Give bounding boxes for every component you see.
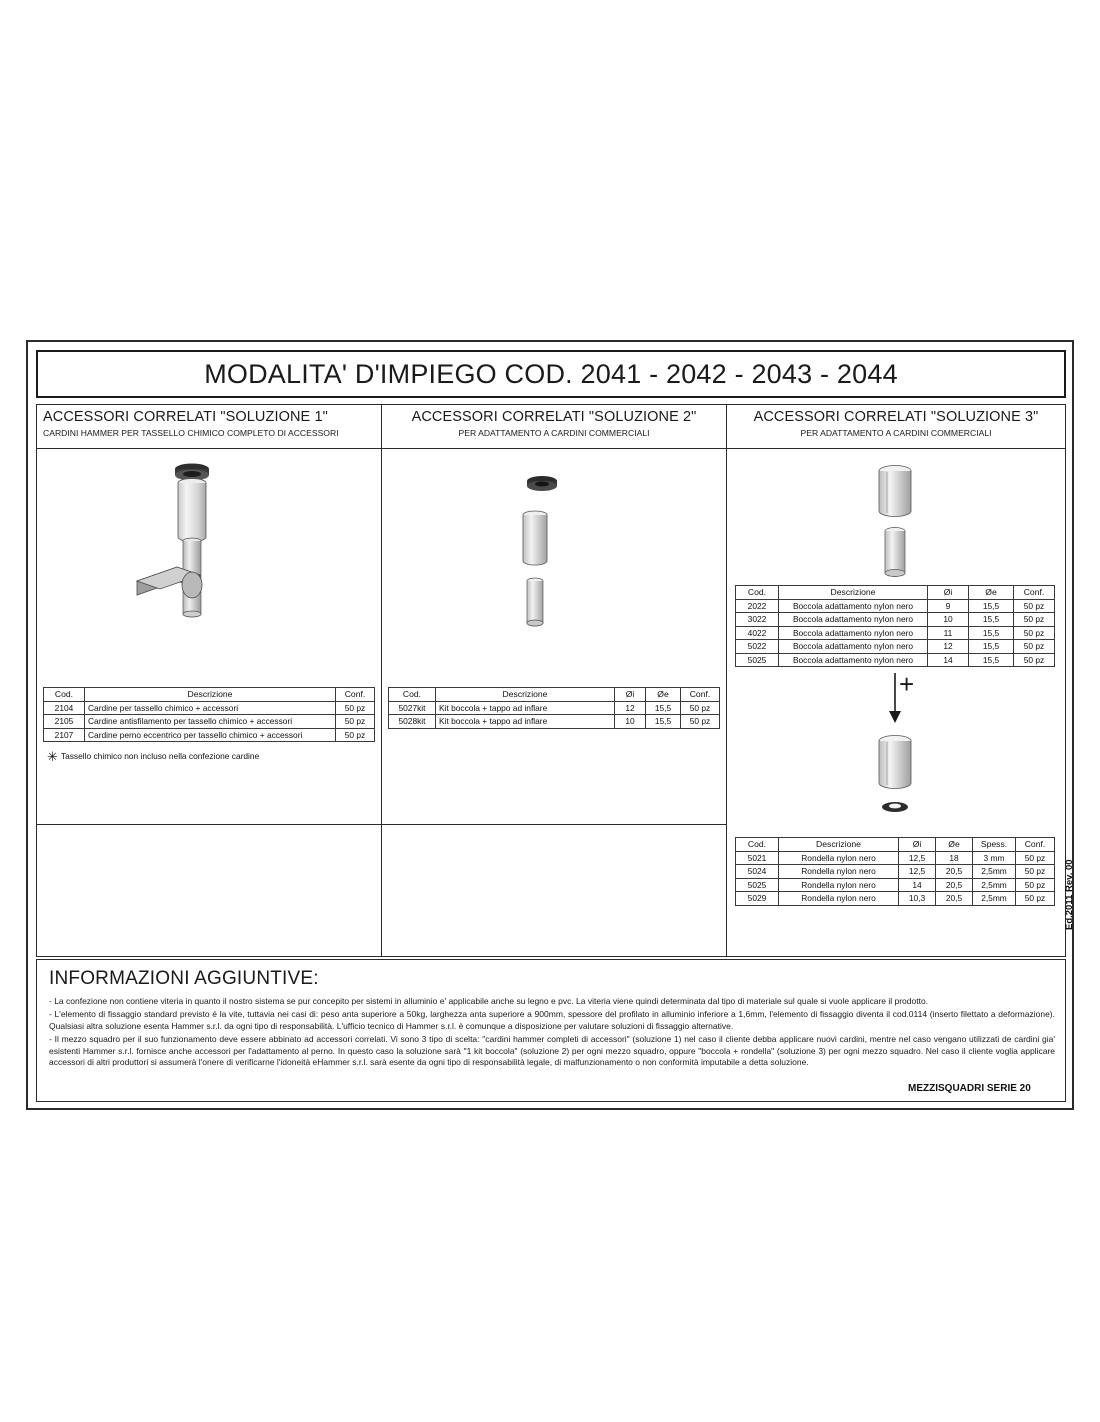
table-row: [736, 851, 1055, 865]
cell-cod: 4022: [736, 626, 779, 640]
cell-cod: 5025: [736, 653, 779, 667]
cell-conf: 50 pz: [1016, 865, 1055, 879]
solution-1-footnote: [47, 749, 259, 765]
table-row: [736, 865, 1055, 879]
cell-cod: 2104: [44, 701, 85, 715]
cell-cod: 5024: [736, 865, 779, 879]
solution-1-empty-box: [37, 825, 381, 958]
th-spessore: Spess.: [973, 838, 1016, 852]
th-descrizione: Descrizione: [779, 838, 899, 852]
table-row: [736, 892, 1055, 906]
table-row: [736, 653, 1055, 667]
th-diam-est: Øe: [936, 838, 973, 852]
th-diam-int: Øi: [615, 688, 646, 702]
cell-diam-int: 12,5: [899, 851, 936, 865]
cell-spessore: 3 mm: [973, 851, 1016, 865]
cell-diam-est: 20,5: [936, 865, 973, 879]
table-row: [736, 878, 1055, 892]
cell-cod: 5021: [736, 851, 779, 865]
table-row: [44, 715, 375, 729]
th-descrizione: Descrizione: [779, 586, 928, 600]
th-descrizione: Descrizione: [436, 688, 615, 702]
cell-spessore: 2,5mm: [973, 892, 1016, 906]
cell-diam-int: 14: [899, 878, 936, 892]
table-header-row: [736, 838, 1055, 852]
solution-1-footnote-text: Tassello chimico non incluso nella confezione cardine: [60, 751, 260, 761]
solution-3-column: [727, 405, 1065, 956]
cell-spessore: 2,5mm: [973, 878, 1016, 892]
cell-descrizione: Cardine antisfilamento per tassello chimico + accessori: [85, 715, 336, 729]
solution-2-empty-box: [382, 825, 726, 958]
info-title: INFORMAZIONI AGGIUNTIVE:: [49, 968, 319, 989]
table-row: [736, 613, 1055, 627]
cell-descrizione: Kit boccola + tappo ad inflare: [436, 715, 615, 729]
cell-diam-int: 10: [615, 715, 646, 729]
cell-diam-est: 20,5: [936, 878, 973, 892]
cell-descrizione: Rondella nylon nero: [779, 892, 899, 906]
title-banner: [36, 350, 1066, 398]
cell-diam-int: 12,5: [899, 865, 936, 879]
cell-diam-int: 14: [928, 653, 969, 667]
cell-diam-est: 15,5: [969, 626, 1014, 640]
cell-conf: 50 pz: [1014, 626, 1055, 640]
table-row: [736, 599, 1055, 613]
solution-2-drawing: [487, 463, 657, 653]
table-header-row: [44, 688, 375, 702]
cell-cod: 5028kit: [389, 715, 436, 729]
table-row: [736, 640, 1055, 654]
cell-diam-int: 12: [615, 701, 646, 715]
series-label: MEZZISQUADRI SERIE 20: [908, 1083, 1031, 1094]
cell-diam-est: 15,5: [969, 599, 1014, 613]
solution-3-table-top: [735, 585, 1055, 667]
th-diam-est: Øe: [969, 586, 1014, 600]
asterisk-icon: ✳: [47, 749, 58, 764]
cell-conf: 50 pz: [1014, 640, 1055, 654]
solution-3-drawing-bottom: [847, 727, 977, 832]
cell-diam-est: 15,5: [646, 715, 681, 729]
cell-diam-int: 10,3: [899, 892, 936, 906]
cell-conf: 50 pz: [336, 715, 375, 729]
solution-1-table: [43, 687, 375, 742]
cell-cod: 2107: [44, 728, 85, 742]
cell-descrizione: Kit boccola + tappo ad inflare: [436, 701, 615, 715]
cell-spessore: 2,5mm: [973, 865, 1016, 879]
cell-cod: 5029: [736, 892, 779, 906]
th-cod: Cod.: [736, 586, 779, 600]
th-conf: Conf.: [1016, 838, 1055, 852]
table-row: [389, 715, 720, 729]
solution-3-table-bottom: [735, 837, 1055, 906]
solution-3-heading: ACCESSORI CORRELATI "SOLUZIONE 3": [753, 409, 1039, 425]
solution-2-header: [382, 405, 726, 449]
solution-1-body: [37, 449, 381, 825]
solution-1-subheading: CARDINI HAMMER PER TASSELLO CHIMICO COMPLETO DI ACCESSORI: [43, 428, 339, 438]
th-diam-int: Øi: [928, 586, 969, 600]
cell-conf: 50 pz: [1016, 851, 1055, 865]
th-cod: Cod.: [389, 688, 436, 702]
th-conf: Conf.: [681, 688, 720, 702]
cell-conf: 50 pz: [336, 728, 375, 742]
cell-diam-int: 9: [928, 599, 969, 613]
th-conf: Conf.: [1014, 586, 1055, 600]
solution-1-heading: ACCESSORI CORRELATI "SOLUZIONE 1": [43, 409, 328, 425]
cell-cod: 3022: [736, 613, 779, 627]
th-descrizione: Descrizione: [85, 688, 336, 702]
solution-2-body: [382, 449, 726, 825]
cell-conf: 50 pz: [681, 715, 720, 729]
cell-diam-est: 15,5: [969, 613, 1014, 627]
cell-diam-est: 15,5: [646, 701, 681, 715]
cell-cod: 5022: [736, 640, 779, 654]
table-row: [736, 626, 1055, 640]
solution-2-column: [382, 405, 727, 956]
plus-symbol-text: +: [899, 669, 915, 699]
solution-2-subheading: PER ADATTAMENTO A CARDINI COMMERCIALI: [458, 428, 650, 438]
info-paragraph: - L'elemento di fissaggio standard previsto é la vite, tuttavia nei casi di: peso anta superiore a 50kg, larghezza anta superiore a 900mm, spessore del profilato in alluminio inferiore a 1,6mm, l'elemento di fissaggio diventa il cod.0114 (inserto filettato a deformazione). Qualsiasi altra soluzione esenta Hammer s.r.l. da ogni tipo di responsabilità. L'ufficio tecnico di Hammer s.r.l. è comunque a disposizione per valutare soluzioni di fissaggio alternative.: [49, 1009, 1055, 1031]
down-arrow-icon: [885, 673, 905, 725]
cell-cod: 2105: [44, 715, 85, 729]
solution-2-heading: ACCESSORI CORRELATI "SOLUZIONE 2": [411, 409, 697, 425]
solution-3-subheading: PER ADATTAMENTO A CARDINI COMMERCIALI: [800, 428, 992, 438]
solution-1-header: [37, 405, 381, 449]
solution-2-table: [388, 687, 720, 729]
cell-descrizione: Cardine perno eccentrico per tassello chimico + accessori: [85, 728, 336, 742]
cell-conf: 50 pz: [1016, 878, 1055, 892]
solution-3-drawing-top: [847, 455, 977, 585]
cell-descrizione: Rondella nylon nero: [779, 865, 899, 879]
cell-conf: 50 pz: [1014, 613, 1055, 627]
cell-descrizione: Boccola adattamento nylon nero: [779, 640, 928, 654]
revision-label: Ed.2011 Rev. 00: [1064, 859, 1075, 930]
cell-cod: 5027kit: [389, 701, 436, 715]
th-conf: Conf.: [336, 688, 375, 702]
table-header-row: [389, 688, 720, 702]
th-cod: Cod.: [44, 688, 85, 702]
cell-descrizione: Rondella nylon nero: [779, 878, 899, 892]
info-paragraph: - La confezione non contiene viteria in quanto il nostro sistema se pur concepito per sistemi in alluminio e' applicabile anche su legno e pvc. La viteria viene quindi determinata dal tipo di materiale sul quale si vuole applicare il prodotto.: [49, 996, 929, 1006]
cell-descrizione: Cardine per tassello chimico + accessori: [85, 701, 336, 715]
cell-diam-int: 10: [928, 613, 969, 627]
th-diam-est: Øe: [646, 688, 681, 702]
cell-diam-est: 18: [936, 851, 973, 865]
table-header-row: [736, 586, 1055, 600]
info-paragraph: - Il mezzo squadro per il suo funzionamento deve essere abbinato ad accessori correlati. Vi sono 3 tipo di scelta: "cardini hammer completi di accessori" (soluzione 1) nel caso il cliente debba applicare nuovi cardini, mentre nel caso vengano utilizzati de cardini gia' esistenti Hammer s.r.l. fornisce anche accessori per l'adattamento al perno. In questo caso la soluzione sarà "1 kit boccola" (soluzione 2) per ogni mezzo squadro, oppure "boccola + rondella" (soluzione 3) per ogni mezzo squadro. Nel caso il cliente voglia applicare accessori di altri produttori si assumerà l'onere di verificarne l'idoneità eHammer s.r.l. sarà esente da ogni tipo di responsabilità legale, di malfunzionamento o non conformità imputabile a detta soluzione.: [49, 1034, 1055, 1068]
cell-cod: 2022: [736, 599, 779, 613]
additional-info-box: [36, 959, 1066, 1102]
cell-conf: 50 pz: [1016, 892, 1055, 906]
cell-conf: 50 pz: [681, 701, 720, 715]
cell-conf: 50 pz: [1014, 599, 1055, 613]
cell-descrizione: Boccola adattamento nylon nero: [779, 613, 928, 627]
drawing-sheet: [26, 340, 1074, 1110]
table-row: [44, 728, 375, 742]
solution-1-column: [37, 405, 382, 956]
solution-3-header: [727, 405, 1065, 449]
table-row: [44, 701, 375, 715]
cell-diam-int: 11: [928, 626, 969, 640]
th-cod: Cod.: [736, 838, 779, 852]
cell-descrizione: Rondella nylon nero: [779, 851, 899, 865]
page-title: MODALITA' D'IMPIEGO COD. 2041 - 2042 - 2043 - 2044: [204, 358, 898, 389]
cell-diam-est: 15,5: [969, 640, 1014, 654]
cell-diam-est: 20,5: [936, 892, 973, 906]
cell-descrizione: Boccola adattamento nylon nero: [779, 653, 928, 667]
cell-conf: 50 pz: [336, 701, 375, 715]
th-diam-int: Øi: [899, 838, 936, 852]
solution-1-drawing: [132, 459, 322, 649]
solution-3-body: [727, 449, 1065, 958]
cell-descrizione: Boccola adattamento nylon nero: [779, 626, 928, 640]
cell-diam-est: 15,5: [969, 653, 1014, 667]
cell-conf: 50 pz: [1014, 653, 1055, 667]
cell-cod: 5025: [736, 878, 779, 892]
cell-diam-int: 12: [928, 640, 969, 654]
solutions-columns: [36, 404, 1066, 957]
table-row: [389, 701, 720, 715]
cell-descrizione: Boccola adattamento nylon nero: [779, 599, 928, 613]
